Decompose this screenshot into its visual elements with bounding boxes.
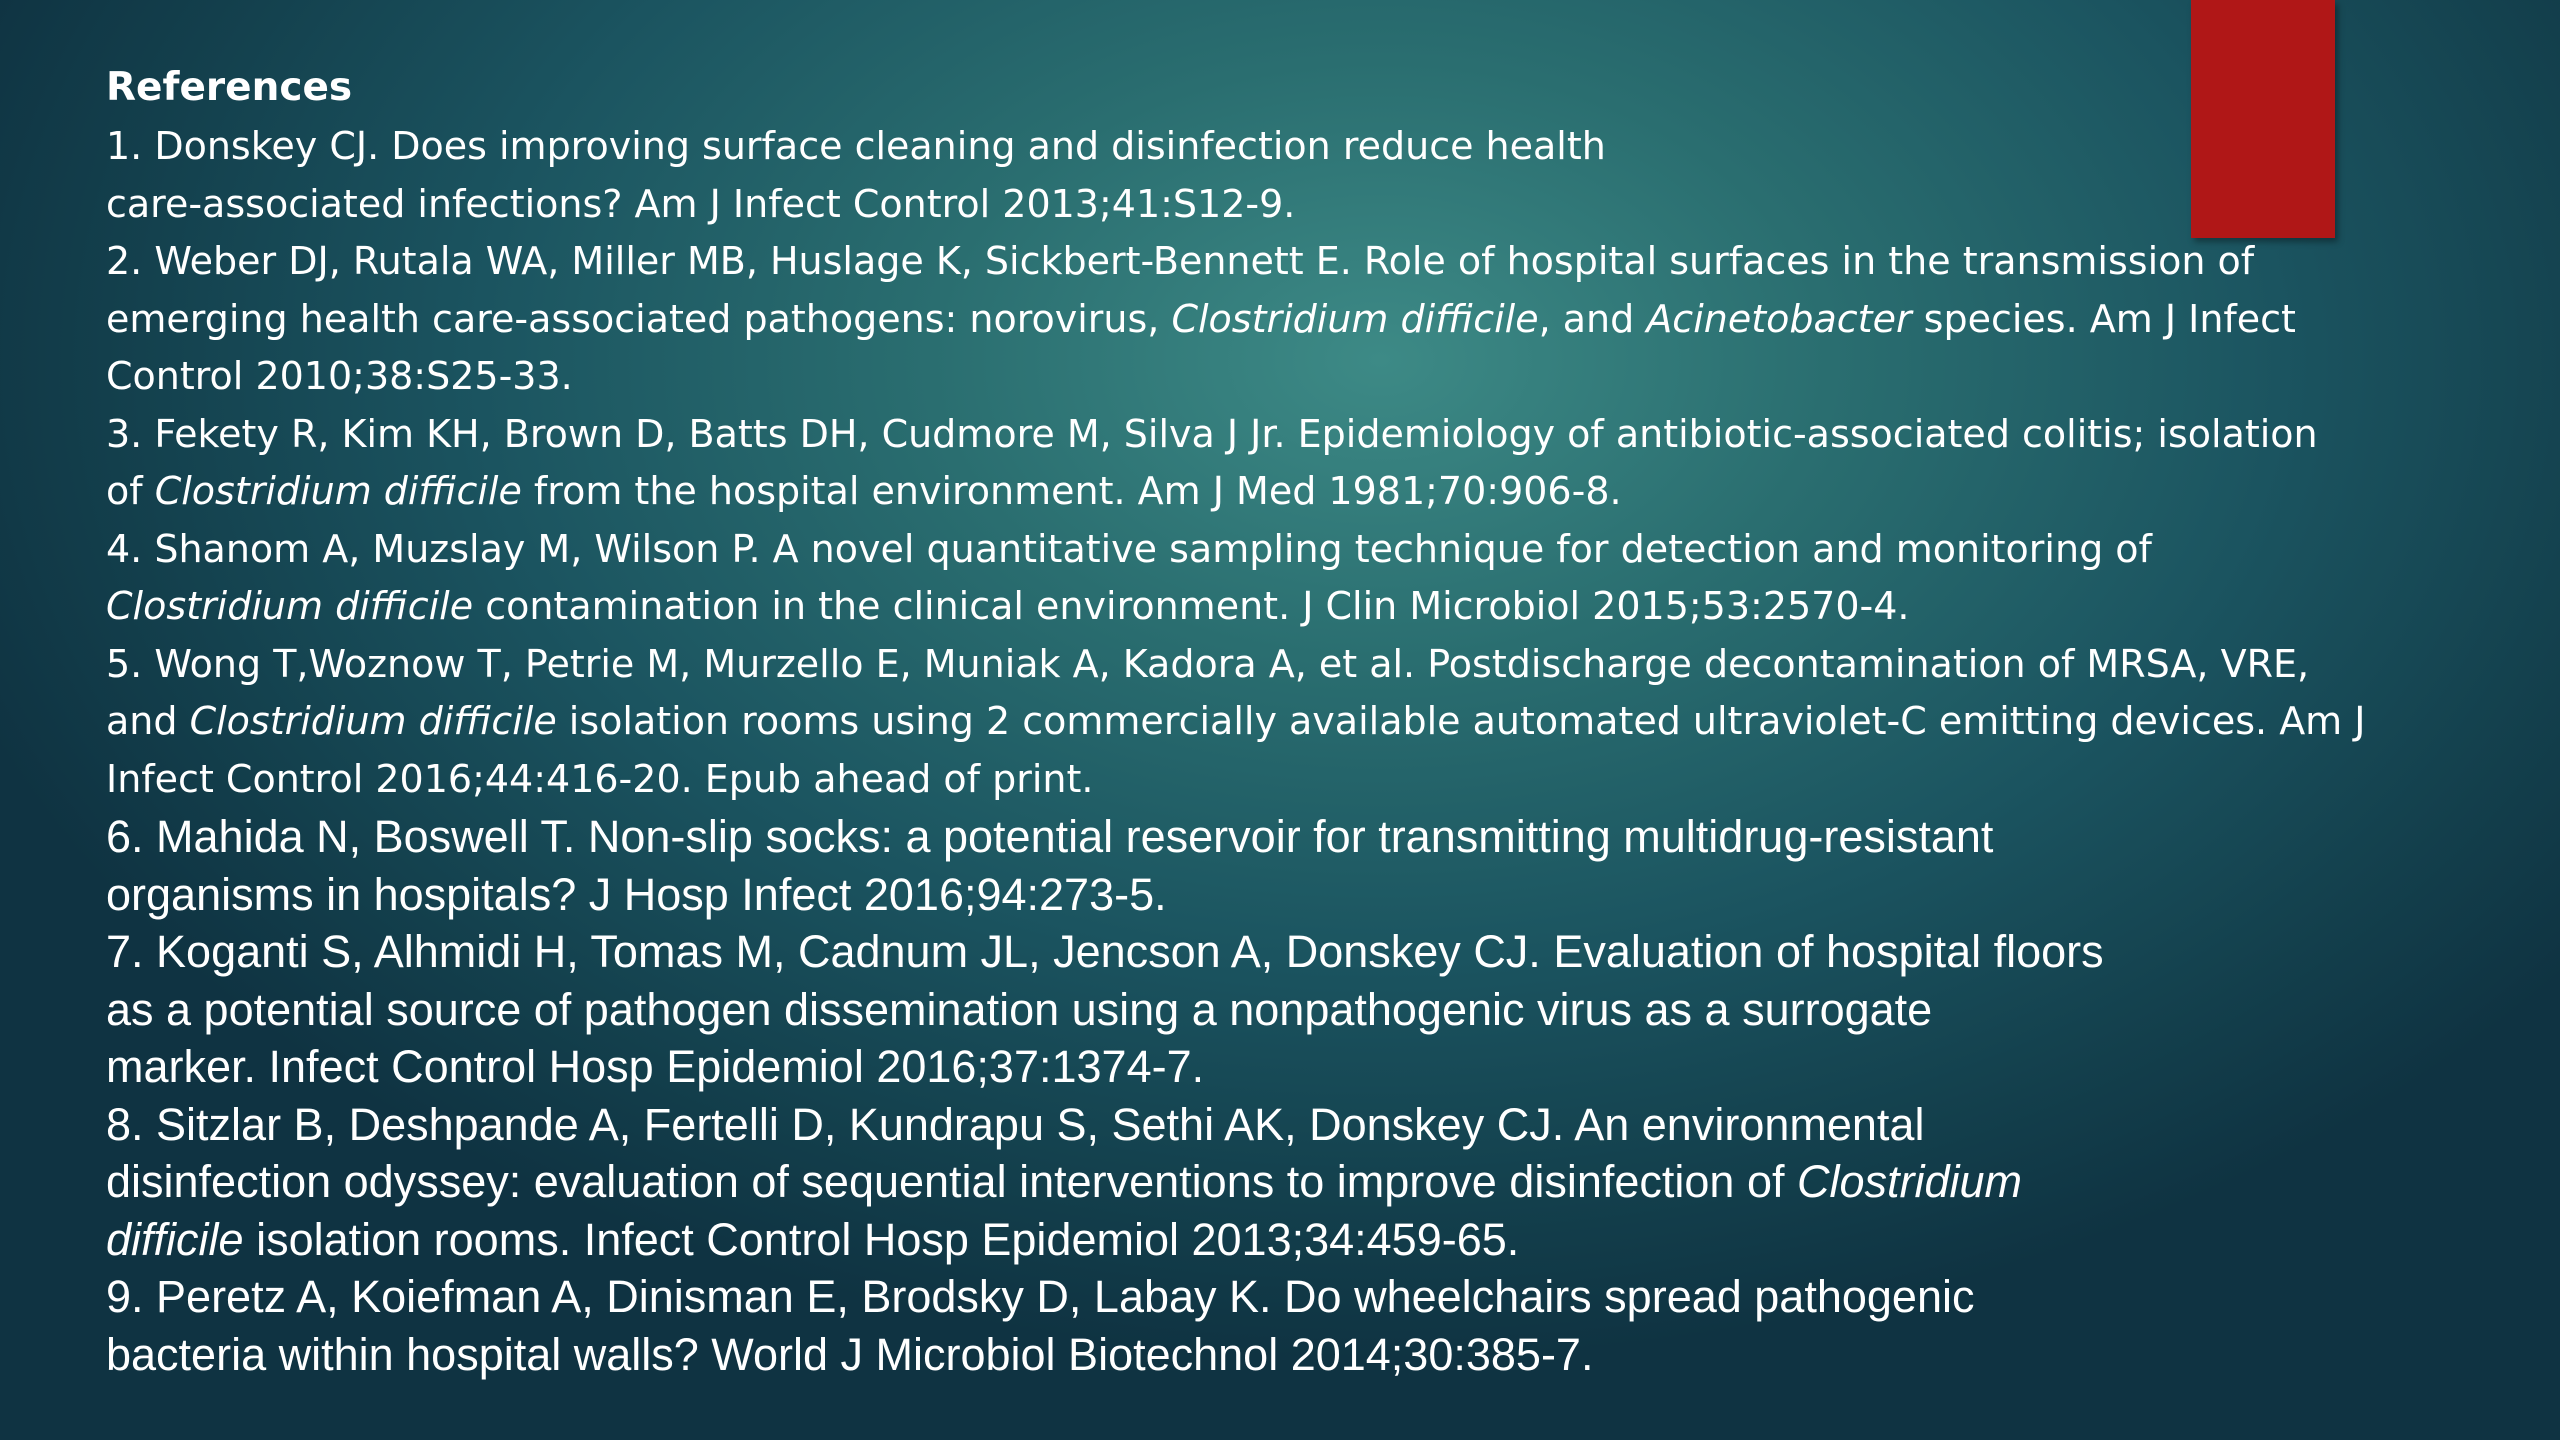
reference-line: [106, 406, 2446, 464]
reference-text: Infect Control 2016;44:416-20. Epub ahead of print.: [106, 756, 1094, 801]
reference-line: [106, 348, 2446, 406]
reference-line: [106, 808, 2446, 866]
references-heading: References: [106, 65, 353, 110]
reference-8: [106, 1096, 2446, 1269]
reference-text: 4. Shanom A, Muzslay M, Wilson P. A novel quantitative sampling technique for detection and monitoring of: [106, 526, 2152, 571]
italic-species-name: difficile: [106, 1213, 244, 1265]
reference-text: and: [106, 699, 190, 743]
reference-line: [106, 176, 2446, 234]
italic-species-name: Clostridium difficile: [1171, 296, 1539, 341]
reference-text: 2. Weber DJ, Rutala WA, Miller MB, Huslage K, Sickbert-Bennett E. Role of hospital surfaces in the transmission of: [106, 239, 2255, 283]
reference-line: [106, 578, 2446, 636]
reference-6: [106, 808, 2446, 923]
reference-line: [106, 233, 2446, 291]
reference-2: [106, 233, 2446, 406]
reference-text: isolation rooms. Infect Control Hosp Epidemiol 2013;34:459-65.: [243, 1213, 1520, 1265]
reference-text: 3. Fekety R, Kim KH, Brown D, Batts DH, Cudmore M, Silva J Jr. Epidemiology of antibiotic-associated colitis; isolation: [106, 411, 2318, 456]
reference-line: [106, 1268, 2446, 1326]
reference-text: 6. Mahida N, Boswell T. Non-slip socks: a potential reservoir for transmitting multidrug-resistant: [106, 811, 1994, 862]
reference-text: marker. Infect Control Hosp Epidemiol 2016;37:1374-7.: [106, 1041, 1205, 1092]
reference-3: [106, 406, 2446, 521]
reference-line: [106, 923, 2446, 981]
reference-line: [106, 1038, 2446, 1096]
reference-text: of: [106, 469, 155, 513]
reference-line: [106, 118, 2446, 176]
reference-line: [106, 751, 2446, 809]
reference-line: [106, 521, 2446, 579]
reference-text: isolation rooms using 2 commercially available automated ultraviolet-C emitting devices. Am J: [556, 699, 2366, 743]
references-list: [106, 118, 2446, 1383]
italic-species-name: Clostridium difficile: [106, 584, 474, 628]
reference-line: [106, 291, 2446, 349]
reference-5: [106, 636, 2446, 809]
reference-text: 9. Peretz A, Koiefman A, Dinisman E, Brodsky D, Labay K. Do wheelchairs spread pathogenic: [106, 1271, 1975, 1322]
references-slide: [106, 58, 2446, 1383]
reference-text: from the hospital environment. Am J Med 1981;70:906-8.: [521, 469, 1622, 513]
italic-species-name: Clostridium difficile: [189, 699, 557, 743]
reference-text: species. Am J Infect: [1911, 296, 2296, 341]
italic-species-name: Clostridium: [1796, 1156, 2023, 1207]
reference-text: 5. Wong T,Woznow T, Petrie M, Murzello E, Muniak A, Kadora A, et al. Postdischarge decontamination of MRSA, VRE,: [106, 641, 2310, 686]
reference-line: [106, 1096, 2446, 1154]
reference-line: [106, 1211, 2446, 1269]
reference-line: [106, 693, 2446, 751]
italic-species-name: Clostridium difficile: [154, 469, 522, 513]
reference-line: [106, 1153, 2446, 1211]
reference-text: organisms in hospitals? J Hosp Infect 2016;94:273-5.: [106, 868, 1167, 920]
reference-text: bacteria within hospital walls? World J Microbiol Biotechnol 2014;30:385-7.: [106, 1328, 1594, 1380]
reference-4: [106, 521, 2446, 636]
reference-line: [106, 463, 2446, 521]
reference-text: care-associated infections? Am J Infect Control 2013;41:S12-9.: [106, 181, 1296, 226]
reference-line: [106, 1326, 2446, 1384]
italic-species-name: Acinetobacter: [1646, 296, 1912, 341]
reference-text: Control 2010;38:S25-33.: [106, 354, 573, 398]
reference-line: [106, 636, 2446, 694]
reference-text: , and: [1538, 296, 1647, 341]
reference-text: 7. Koganti S, Alhmidi H, Tomas M, Cadnum JL, Jencson A, Donskey CJ. Evaluation of hospital floors: [106, 926, 2104, 977]
reference-text: contamination in the clinical environment. J Clin Microbiol 2015;53:2570-4.: [473, 584, 1910, 628]
reference-text: 1. Donskey CJ. Does improving surface cleaning and disinfection reduce health: [106, 124, 1606, 168]
reference-text: as a potential source of pathogen dissemination using a nonpathogenic virus as a surrogate: [106, 983, 1933, 1035]
reference-text: 8. Sitzlar B, Deshpande A, Fertelli D, Kundrapu S, Sethi AK, Donskey CJ. An environmental: [106, 1098, 1925, 1150]
reference-7: [106, 923, 2446, 1096]
reference-line: [106, 981, 2446, 1039]
reference-text: disinfection odyssey: evaluation of sequential interventions to improve disinfection of: [106, 1156, 1797, 1207]
reference-9: [106, 1268, 2446, 1383]
reference-text: emerging health care-associated pathogens: norovirus,: [106, 296, 1172, 341]
reference-1: [106, 118, 2446, 233]
reference-line: [106, 866, 2446, 924]
